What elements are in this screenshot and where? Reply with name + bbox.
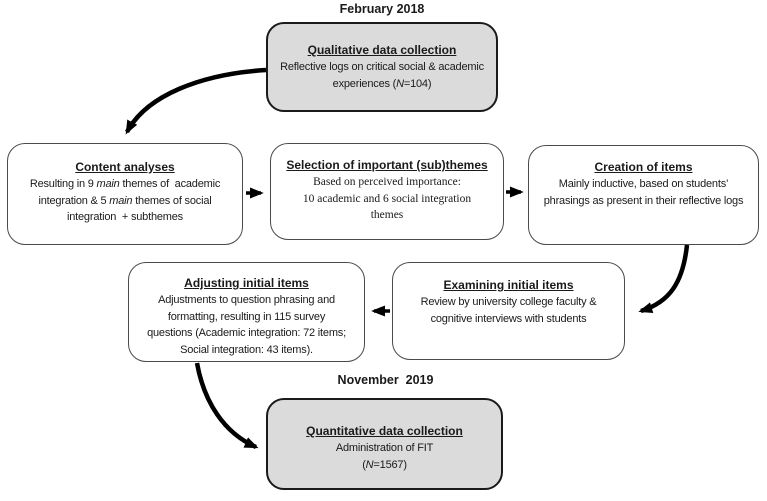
box-quantitative-data-collection: [266, 398, 503, 490]
box-selection-of-subthemes: [270, 143, 504, 240]
box-selection-body: Based on perceived importance: 10 academic and 6 social integration themes: [302, 176, 472, 221]
box-examining-title: Examining initial items: [443, 278, 574, 292]
arrow-creation-to-examining: [641, 245, 687, 311]
box-content-analyses: [7, 143, 243, 245]
box-quantitative-body: Administration of FIT (N=1567): [335, 442, 434, 471]
box-creation-body: Mainly inductive, based on students’ phrasings as present in their reflective logs: [543, 178, 744, 207]
box-adjusting-body: Adjustments to question phrasing and formatting, resulting in 115 survey questions (Academic integration: 72 items; Social integration: 43 items).: [147, 294, 346, 356]
box-qualitative-title: Qualitative data collection: [307, 43, 457, 57]
box-examining-body: Review by university college faculty & cognitive interviews with students: [420, 296, 597, 325]
box-adjusting-title: Adjusting initial items: [184, 276, 309, 290]
box-selection-title: Selection of important (sub)themes: [286, 158, 488, 172]
box-content-title: Content analyses: [75, 160, 175, 174]
box-creation-of-items: [528, 145, 759, 245]
timeline-label-february-2018: February 2018: [339, 2, 425, 16]
box-examining-initial-items: [392, 262, 625, 360]
box-qualitative-data-collection: [266, 22, 498, 112]
box-content-body: Resulting in 9 main themes of academic integration & 5 main themes of social integration + subthemes: [29, 178, 221, 223]
box-quantitative-title: Quantitative data collection: [306, 424, 463, 438]
arrow-adjusting-to-quantitative: [197, 363, 256, 447]
timeline-label-november-2019: November 2019: [337, 373, 434, 387]
box-creation-title: Creation of items: [594, 160, 693, 174]
box-qualitative-body: Reflective logs on critical social & academic experiences (N=104): [280, 61, 484, 90]
box-adjusting-initial-items: [128, 262, 365, 362]
arrow-qualitative-to-content: [127, 70, 266, 132]
